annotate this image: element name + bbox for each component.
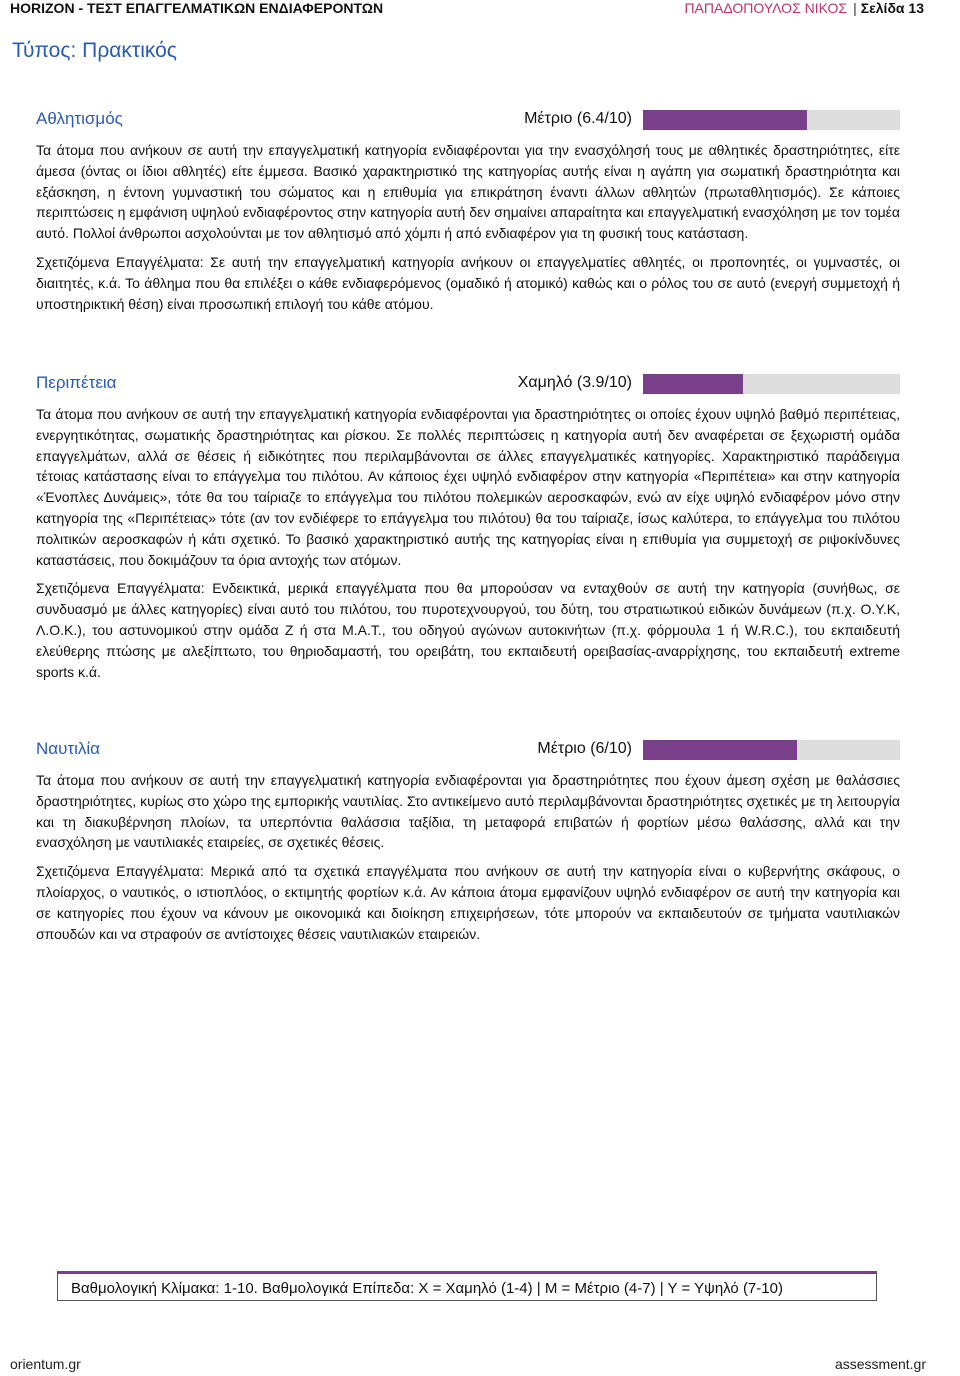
section-paragraph: Σχετιζόμενα Επαγγέλματα: Μερικά από τα σχετικά επαγγέλματα που ανήκουν σε αυτή την κατηγορία είναι ο κυβερνήτης σκάφους, ο πλοίαρχος, ο ναυτικός, ο ιστιοπλόος, ο εκτιμητής φορτίων κ.ά. Αν κάποια άτομα εμφανίζουν υψηλό ενδιαφέρον σε αυτή την κατηγορία και σε κατηγορίες που έχουν να κάνουν με οικονομικά και διοίκηση επιχειρήσεων, τότε μπορούν να εκπαιδευτούν σε τμήματα ναυτιλιακών σπουδών και να στραφούν σε αντίστοιχες θέσεις ναυτιλιακών εταιρειών. [36, 863, 900, 942]
section-title: Αθλητισμός [36, 109, 123, 128]
score-bar-fill [643, 740, 797, 760]
section-shipping [36, 738, 900, 944]
header-author: ΠΑΠΑΔΟΠΟΥΛΟΣ ΝΙΚΟΣ [684, 0, 848, 16]
section-header [36, 738, 900, 760]
section-adventure [36, 372, 900, 682]
section-paragraph: Τα άτομα που ανήκουν σε αυτή την επαγγελματική κατηγορία ενδιαφέρονται για την ενασχόλησή τους με αθλητικές δραστηριότητες, είτε άμεσα (όντας οι ίδιοι αθλητές) είτε έμμεσα. Βασικό χαρακτηριστικό της κατηγορίας αυτής είναι η αγάπη για σωματική δραστηριότητα και εξάσκηση, η έντονη γυμναστική του σώματος και η επιθυμία για επικράτηση έναντι άλλων αθλητών (πρωταθλητισμός). Σε κάποιες περιπτώσεις η εμφάνιση υψηλού ενδιαφέροντος στην κατηγορία αυτή δεν σημαίνει απαραίτητα και επαγγελματική ενασχόληση με τον τομέα αυτό. Πολλοί άνθρωποι ασχολούνται με τον αθλητισμό από χόμπι ή από ενδιαφέρον για τη φυσική τους κατάσταση. [36, 142, 900, 242]
header-separator: | [853, 0, 857, 16]
score-bar [643, 110, 900, 130]
section-paragraph: Τα άτομα που ανήκουν σε αυτή την επαγγελματική κατηγορία ενδιαφέρονται για δραστηριότητες οι οποίες έχουν υψηλό βαθμό περιπέτειας, ενεργητικότητας, σωματικής δραστηριότητας και ρίσκου. Σε πολλές περιπτώσεις η κατηγορία αυτή δεν αναφέρεται σε ξεχωριστή ομάδα επαγγελμάτων, αλλά σε θέσεις ή ειδικότητες που περιλαμβάνονται σε άλλες επαγγελματικές κατηγορίες. Χαρακτηριστικό παράδειγμα τέτοιας κατάστασης είναι το επάγγελμα του πιλότου. Αν κάποιος έχει υψηλό ενδιαφέρον στην κατηγορία «Περιπέτεια» και στην κατηγορία «Ένοπλες Δυνάμεις», τότε θα του ταίριαζε το επάγγελμα του πιλότου πολεμικών αεροσκαφών, ενώ αν είχε υψηλό ενδιαφέρον μόνο στην κατηγορία της «Περιπέτειας» τότε (αν τον ενδιέφερε το επάγγελμα του πιλότου) θα του ταίριαζε, ίσως καλύτερα, το επάγγελμα του πιλότου πολιτικών αεροσκαφών ή κάτι σχετικό. Το βασικό χαρακτηριστικό αυτής της κατηγορίας είναι η επιθυμία για συμμετοχή σε ριψοκίνδυνες καταστάσεις, που δοκιμάζουν τα όρια αντοχής των ατόμων. [36, 406, 900, 568]
score-bar-fill [643, 110, 807, 130]
page-header [10, 0, 950, 16]
header-title: HORIZON - ΤΕΣΤ ΕΠΑΓΓΕΛΜΑΤΙΚΩΝ ΕΝΔΙΑΦΕΡΟΝΤΩΝ [10, 0, 384, 16]
header-page-number: Σελίδα 13 [860, 0, 924, 16]
section-level: Μέτριο (6/10) [537, 740, 632, 757]
section-athletics [36, 108, 900, 314]
section-paragraph: Σχετιζόμενα Επαγγέλματα: Ενδεικτικά, μερικά επαγγέλματα που θα μπορούσαν να ενταχθούν σε αυτή την κατηγορία (συνήθως, σε συνδυασμό με άλλες κατηγορίες) είναι αυτό του πιλότου, του πυροτεχνουργού, του δύτη, του στρατιωτικού ειδικών δυνάμεων (π.χ. Ο.Υ.Κ, Λ.Ο.Κ.), του αστυνομικού στην ομάδα Ζ ή στα Μ.Α.Τ., του οδηγού αγώνων αυτοκινήτων (π.χ. φόρμουλα 1 ή W.R.C.), του εκπαιδευτή ελεύθερης πτώσης με αλεξίπτωτο, του θηριοδαμαστή, του ορειβάτη, του εκπαιδευτή ορειβασίας-αναρρίχησης, του εκπαιδευτή extreme sports κ.ά. [36, 580, 900, 680]
section-header [36, 108, 900, 130]
type-title: Τύπος: Πρακτικός [12, 39, 177, 62]
score-bar [643, 740, 900, 760]
section-paragraph: Τα άτομα που ανήκουν σε αυτή την επαγγελματική κατηγορία ενδιαφέρονται για δραστηριότητες που έχουν άμεση σχέση με θαλάσσιες δραστηριότητες, κυρίως στο χώρο της εμπορικής ναυτιλίας. Στο αντικείμενο αυτό περιλαμβάνονται δραστηριότητες σχετικές με τη λειτουργία και τη διακυβέρνηση πλοίων, τα υπερπόντια θαλάσσια ταξίδια, τη μεταφορά επιβατών ή φορτίων μέσω θαλάσσης, αλλά και την ενασχόληση με ναυτιλιακές εταιρείες, σε σχετικές θέσεις. [36, 772, 900, 851]
header-right [684, 0, 924, 16]
page-footer [10, 1356, 926, 1372]
scale-legend: Βαθμολογική Κλίμακα: 1-10. Βαθμολογικά Επίπεδα: Χ = Χαμηλό (1-4) | Μ = Μέτριο (4-7) | Υ = Υψηλό (7-10) [57, 1271, 877, 1301]
section-title: Περιπέτεια [36, 373, 117, 392]
footer-right-link[interactable]: assessment.gr [834, 1356, 926, 1372]
section-title: Ναυτιλία [36, 739, 100, 758]
section-level: Μέτριο (6.4/10) [524, 110, 632, 127]
score-bar [643, 374, 900, 394]
section-level: Χαμηλό (3.9/10) [517, 374, 632, 391]
footer-left-link[interactable]: orientum.gr [10, 1356, 81, 1372]
score-bar-fill [643, 374, 743, 394]
section-paragraph: Σχετιζόμενα Επαγγέλματα: Σε αυτή την επαγγελματική κατηγορία ανήκουν οι επαγγελματίες αθλητές, οι προπονητές, οι γυμναστές, οι διαιτητές, κ.ά. Το άθλημα που θα επιλέξει ο κάθε ενδιαφερόμενος (ομαδικό ή ατομικό) καθώς και ο ρόλος του σε αυτό (ενεργή συμμετοχή ή υποστηρικτική θέση) είναι προσωπική επιλογή του κάθε ατόμου. [36, 253, 900, 312]
section-header [36, 372, 900, 394]
